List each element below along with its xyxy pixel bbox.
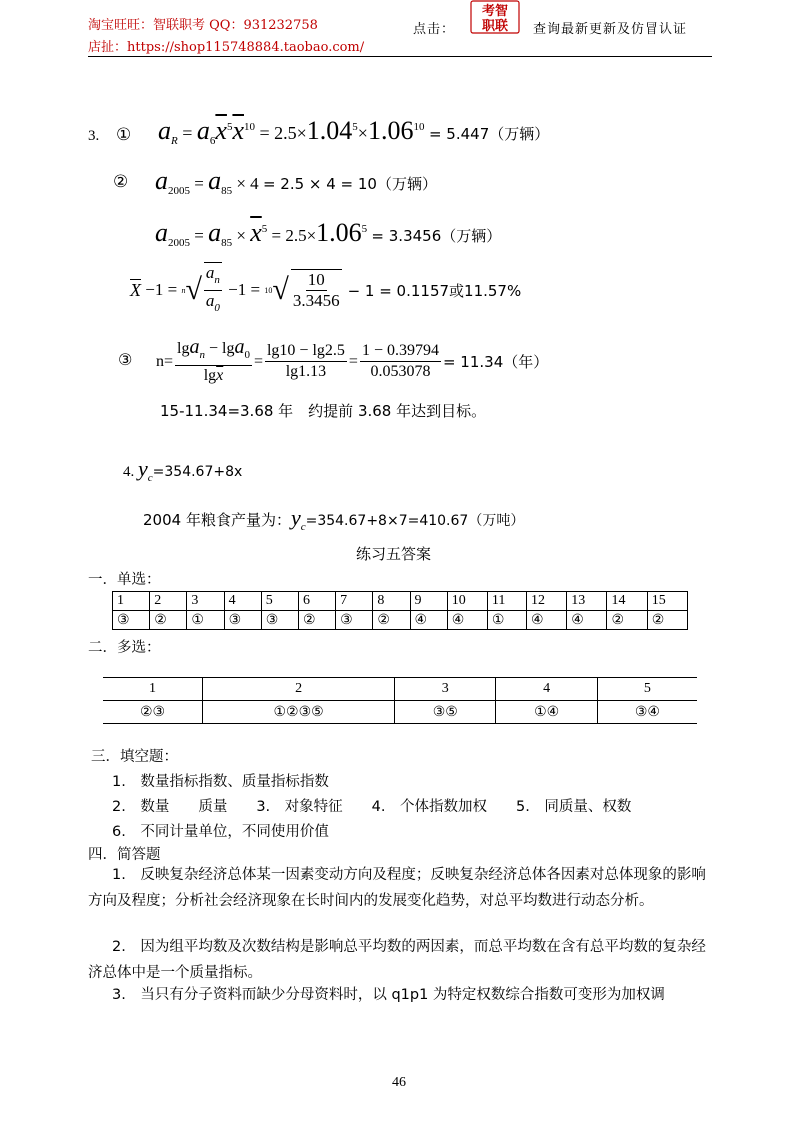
multi-choice-answer-cell: ①②③⑤ xyxy=(203,701,395,724)
single-choice-answer-cell: ① xyxy=(187,611,224,630)
multi-choice-answer-row xyxy=(103,701,697,724)
multi-choice-number-cell: 3 xyxy=(395,678,496,701)
svg-text:职联: 职联 xyxy=(481,19,509,34)
single-choice-answer-cell: ④ xyxy=(410,611,447,630)
fill-blank-heading: 三．填空题： xyxy=(91,749,178,765)
fill-blank-line-3: 6. 不同计量单位，不同使用价值 xyxy=(112,824,329,840)
single-choice-answer-row xyxy=(113,611,688,630)
q3-part3-mark: ③ xyxy=(118,350,133,369)
single-choice-table xyxy=(112,591,688,630)
single-choice-answer-cell: ② xyxy=(647,611,687,630)
multi-choice-answer-cell: ②③ xyxy=(103,701,203,724)
q3-part2b-formula: $a_{2005} = a_{85} \times \overline{x}^5 = 2.5\times 1.06^5 = 3.3456$（万辆） xyxy=(155,218,502,249)
single-choice-answer-cell: ② xyxy=(298,611,335,630)
header-rule xyxy=(88,56,712,57)
q3-part1-formula: $a_R = a_6\overline{x}^5\overline{x}^{10} = 2.5\times 1.04^5\times 1.06^{10} = 5.447$（万辆） xyxy=(158,116,550,147)
multi-choice-table xyxy=(103,677,697,724)
header-verify-link[interactable]: 查询最新更新及仿冒认证 xyxy=(533,22,688,37)
single-choice-answer-cell: ③ xyxy=(113,611,150,630)
fill-blank-line-1: 1. 数量指标指数、质量指标指数 xyxy=(112,774,329,790)
single-choice-answer-cell: ② xyxy=(373,611,410,630)
single-choice-number-cell: 10 xyxy=(447,592,487,611)
header-click-label: 点击： xyxy=(413,22,456,37)
header-shop-url[interactable]: 店扯：https://shop115748884.taobao.com/ xyxy=(88,40,365,55)
fill-blank-line-2: 2. 数量 质量 3. 对象特征 4. 个体指数加权 5. 同质量、权数 xyxy=(112,799,632,815)
single-choice-number-cell: 3 xyxy=(187,592,224,611)
ex5-title: 练习五答案 xyxy=(356,545,432,563)
q3-number: 3. xyxy=(88,128,100,144)
single-choice-number-cell: 2 xyxy=(150,592,187,611)
q3-conclusion: 15-11.34=3.68 年 约提前 3.68 年达到目标。 xyxy=(160,402,487,420)
multi-choice-number-cell: 1 xyxy=(103,678,203,701)
single-choice-answer-cell: ① xyxy=(487,611,526,630)
single-choice-number-cell: 15 xyxy=(647,592,687,611)
page-number: 46 xyxy=(392,1075,406,1090)
single-choice-number-cell: 6 xyxy=(298,592,335,611)
single-choice-number-row xyxy=(113,592,688,611)
single-choice-answer-cell: ③ xyxy=(336,611,373,630)
multi-choice-answer-cell: ③⑤ xyxy=(395,701,496,724)
multi-choice-number-row xyxy=(103,678,697,701)
single-choice-number-cell: 14 xyxy=(607,592,647,611)
single-choice-answer-cell: ③ xyxy=(224,611,261,630)
single-choice-number-cell: 7 xyxy=(336,592,373,611)
single-choice-number-cell: 4 xyxy=(224,592,261,611)
header-shop-line: 淘宝旺旺：智联职考 QQ：931232758 xyxy=(88,18,318,33)
single-choice-answer-cell: ② xyxy=(150,611,187,630)
single-choice-answer-cell: ③ xyxy=(261,611,298,630)
multi-choice-number-cell: 5 xyxy=(597,678,697,701)
single-choice-number-cell: 12 xyxy=(527,592,567,611)
multi-choice-number-cell: 2 xyxy=(203,678,395,701)
single-choice-answer-cell: ④ xyxy=(527,611,567,630)
multi-choice-heading: 二．多选： xyxy=(88,640,161,656)
short-answer-1: 1. 反映复杂经济总体某一因素变动方向及程度；反映复杂经济总体各因素对总体现象的影响方向及程度；分析社会经济现象在长时间内的发展变化趋势，对总平均数进行动态分析。 xyxy=(88,867,706,909)
multi-choice-number-cell: 4 xyxy=(496,678,597,701)
q3-part2-mark: ② xyxy=(113,172,129,192)
single-choice-answer-cell: ② xyxy=(607,611,647,630)
single-choice-number-cell: 11 xyxy=(487,592,526,611)
single-choice-heading: 一．单选： xyxy=(88,572,161,588)
svg-text:考智: 考智 xyxy=(481,4,509,19)
single-choice-number-cell: 13 xyxy=(567,592,607,611)
q3-part1-mark: ① xyxy=(116,125,132,145)
short-answer-2: 2. 因为组平均数及次数结构是影响总平均数的两因素，而总平均数在含有总平均数的复杂经济总体中是一个质量指标。 xyxy=(88,939,706,981)
short-answer-heading: 四．简答题 xyxy=(88,847,161,863)
single-choice-answer-cell: ④ xyxy=(567,611,607,630)
q3-part3-formula: n= $\frac{\lg a_n - \lg a_0}{\lg\overline{x}}$ = $\frac{\lg 10 - \lg 2.5}{\lg 1.13}$ = $\frac{1 - 0.39794}{0.053078}$ = 11.34（年） xyxy=(156,336,549,384)
single-choice-number-cell: 8 xyxy=(373,592,410,611)
single-choice-number-cell: 9 xyxy=(410,592,447,611)
q3-part2a-formula: $a_{2005} = a_{85} \times 4 = 2.5 \times 4 = 10$（万辆） xyxy=(155,166,437,197)
q4-line1: 4. $y_c=354.67+8x$ xyxy=(123,456,243,484)
short-answer-3: 3. 当只有分子资料而缺少分母资料时，以 q1p1 为特定权数综合指数可变形为加权调 xyxy=(112,987,665,1003)
zhilian-logo[interactable] xyxy=(470,0,520,34)
single-choice-number-cell: 1 xyxy=(113,592,150,611)
q4-line2: 2004 年粮食产量为：$y_c=354.67+8\times 7=410.67$（万吨） xyxy=(143,505,525,533)
multi-choice-answer-cell: ①④ xyxy=(496,701,597,724)
multi-choice-answer-cell: ③④ xyxy=(597,701,697,724)
q3-growth-formula: $\overline{X}$ −1 = n √ $\frac{a_n}{a_0}$ −1 = 10 √ $\frac{10}{3.3456}$ − 1 = 0.1157或11.57% xyxy=(130,262,521,318)
single-choice-answer-cell: ④ xyxy=(447,611,487,630)
single-choice-number-cell: 5 xyxy=(261,592,298,611)
